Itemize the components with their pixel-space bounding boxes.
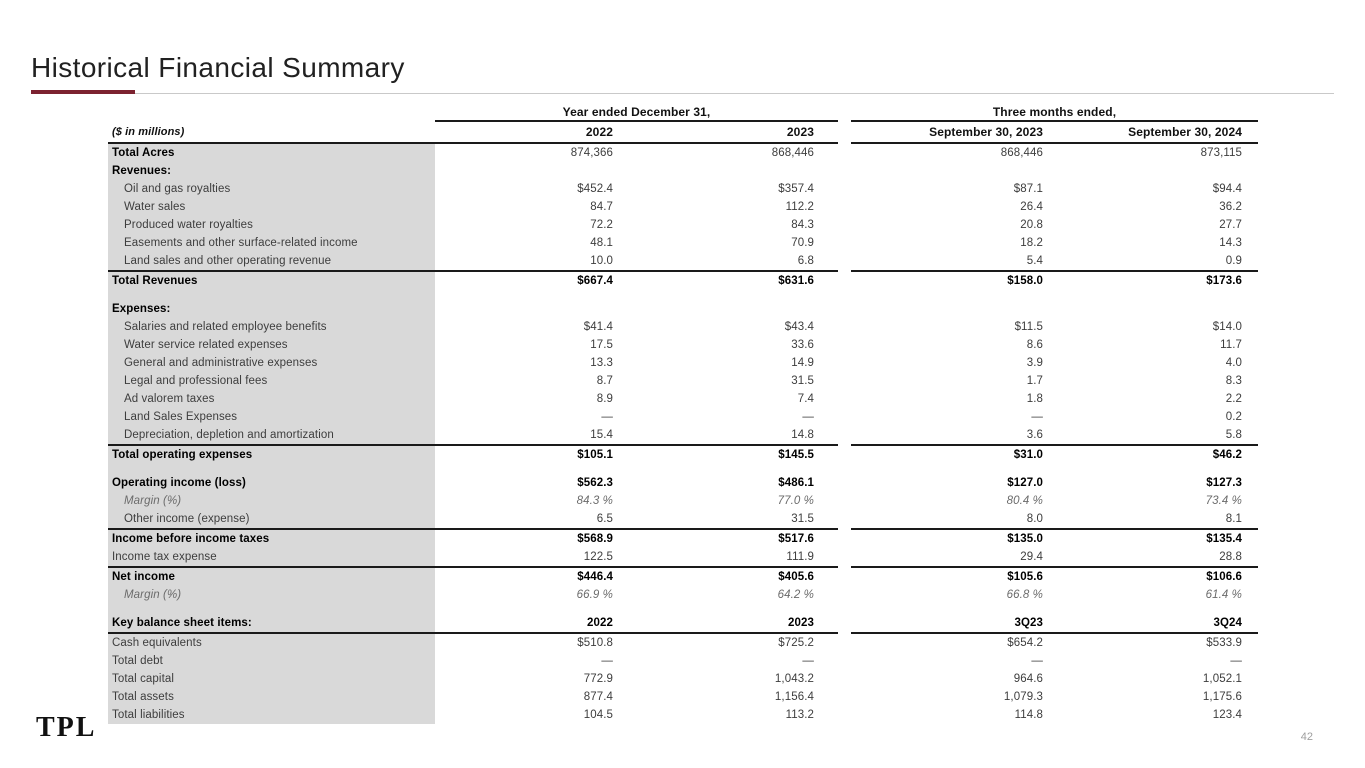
row-label: Water service related expenses bbox=[108, 336, 435, 354]
row-value-2023: 2023 bbox=[788, 617, 814, 629]
row-value-3q24: 873,115 bbox=[1200, 147, 1242, 159]
row-value-2022: 17.5 bbox=[590, 339, 613, 351]
row-value-3q23: $11.5 bbox=[1014, 321, 1043, 333]
row-value-3q24 bbox=[1055, 464, 1258, 474]
table-row bbox=[108, 492, 1258, 510]
table-row bbox=[108, 300, 1258, 318]
column-header-sep-30-2024: September 30, 2024 bbox=[1055, 122, 1258, 144]
row-value-2023: $43.4 bbox=[784, 321, 814, 333]
row-value-2022: $568.9 bbox=[435, 528, 625, 548]
row-value-2023: 77.0 % bbox=[777, 495, 814, 507]
row-value-3q24: 0.2 bbox=[1225, 411, 1242, 423]
row-value-3q24: $127.3 bbox=[1206, 477, 1242, 489]
row-label: Total Acres bbox=[108, 144, 435, 162]
table-row bbox=[108, 464, 1258, 474]
row-value-3q24: — bbox=[1230, 655, 1242, 667]
column-gap bbox=[838, 492, 851, 510]
column-gap bbox=[838, 390, 851, 408]
row-value-2022: 772.9 bbox=[583, 673, 613, 685]
row-value-2023: 1,043.2 bbox=[774, 673, 814, 685]
table-row bbox=[108, 444, 1258, 464]
column-gap bbox=[838, 290, 851, 300]
column-gap bbox=[838, 688, 851, 706]
column-group-year-ended: Year ended December 31, bbox=[435, 104, 838, 122]
table-row bbox=[108, 162, 1258, 180]
row-value-3q24 bbox=[1055, 300, 1258, 318]
table-row bbox=[108, 390, 1258, 408]
table-row bbox=[108, 614, 1258, 632]
row-value-2022: $41.4 bbox=[583, 321, 613, 333]
row-value-3q24: $46.2 bbox=[1055, 444, 1258, 464]
column-gap bbox=[838, 270, 851, 290]
row-value-3q24: 27.7 bbox=[1219, 219, 1242, 231]
column-gap bbox=[838, 604, 851, 614]
row-label bbox=[108, 464, 435, 474]
row-label: Total Revenues bbox=[108, 270, 435, 290]
title-divider bbox=[31, 90, 1334, 94]
row-value-2023: 112.2 bbox=[785, 201, 814, 213]
row-value-3q23: — bbox=[1031, 411, 1043, 423]
row-label: General and administrative expenses bbox=[108, 354, 435, 372]
row-label: Oil and gas royalties bbox=[108, 180, 435, 198]
row-value-2022: 84.3 % bbox=[576, 495, 613, 507]
row-value-3q24: 1,052.1 bbox=[1202, 673, 1242, 685]
column-header-2022: 2022 bbox=[435, 122, 625, 144]
column-gap bbox=[838, 234, 851, 252]
row-value-3q24: $135.4 bbox=[1055, 528, 1258, 548]
table-header-columns bbox=[108, 122, 1258, 144]
page-title: Historical Financial Summary bbox=[31, 52, 405, 83]
row-value-2022: 2022 bbox=[587, 617, 613, 629]
row-value-2023: $357.4 bbox=[778, 183, 814, 195]
row-value-2023: 14.8 bbox=[791, 429, 814, 441]
row-value-2022: 84.7 bbox=[590, 201, 613, 213]
row-value-2023: 7.4 bbox=[797, 393, 814, 405]
row-value-3q23 bbox=[851, 464, 1055, 474]
row-value-3q24: 1,175.6 bbox=[1202, 691, 1242, 703]
column-gap bbox=[838, 614, 851, 632]
row-value-3q23: — bbox=[1031, 655, 1043, 667]
title-accent-bar bbox=[31, 90, 135, 94]
row-value-3q24: 36.2 bbox=[1219, 201, 1242, 213]
column-gap bbox=[838, 566, 851, 586]
table-row bbox=[108, 528, 1258, 548]
row-value-2022: 104.5 bbox=[583, 709, 613, 721]
row-value-2022: 6.5 bbox=[596, 513, 613, 525]
column-gap bbox=[838, 354, 851, 372]
column-gap bbox=[838, 336, 851, 354]
row-label bbox=[108, 290, 435, 300]
row-value-2023: $725.2 bbox=[625, 632, 838, 652]
column-gap bbox=[838, 252, 851, 270]
column-gap bbox=[838, 162, 851, 180]
row-value-3q24: $533.9 bbox=[1055, 632, 1258, 652]
row-label: Total liabilities bbox=[108, 706, 435, 724]
column-gap bbox=[838, 652, 851, 670]
row-value-2022: $510.8 bbox=[435, 632, 625, 652]
column-gap bbox=[838, 548, 851, 566]
row-value-2023 bbox=[625, 162, 838, 180]
row-value-2022: 8.7 bbox=[596, 375, 613, 387]
row-value-3q24: 11.7 bbox=[1220, 339, 1242, 351]
row-value-2023: 84.3 bbox=[791, 219, 814, 231]
row-value-2022: — bbox=[601, 411, 613, 423]
column-header-2023: 2023 bbox=[625, 122, 838, 144]
table-row bbox=[108, 318, 1258, 336]
row-value-3q24 bbox=[1055, 290, 1258, 300]
table-row bbox=[108, 180, 1258, 198]
row-value-3q23: $105.6 bbox=[851, 566, 1055, 586]
row-value-3q24: 5.8 bbox=[1225, 429, 1242, 441]
column-gap bbox=[838, 122, 851, 144]
row-value-2022: $562.3 bbox=[577, 477, 613, 489]
row-value-3q24: 8.1 bbox=[1225, 513, 1242, 525]
column-gap bbox=[838, 670, 851, 688]
row-value-3q24: 73.4 % bbox=[1205, 495, 1242, 507]
financial-table bbox=[108, 104, 1258, 724]
column-group-three-months: Three months ended, bbox=[851, 104, 1258, 122]
row-value-2023 bbox=[625, 604, 838, 614]
column-gap bbox=[838, 586, 851, 604]
row-label: Revenues: bbox=[108, 162, 435, 180]
row-value-3q24: $14.0 bbox=[1212, 321, 1242, 333]
column-gap bbox=[838, 528, 851, 548]
header-label-spacer bbox=[108, 104, 435, 122]
row-value-3q24: $106.6 bbox=[1055, 566, 1258, 586]
table-row bbox=[108, 632, 1258, 652]
row-value-2022: $452.4 bbox=[577, 183, 613, 195]
table-row bbox=[108, 586, 1258, 604]
row-value-2023: 31.5 bbox=[791, 375, 814, 387]
table-row bbox=[108, 336, 1258, 354]
row-label: Ad valorem taxes bbox=[108, 390, 435, 408]
row-label: Income tax expense bbox=[108, 548, 435, 566]
row-value-2023: $405.6 bbox=[625, 566, 838, 586]
row-value-3q24: 4.0 bbox=[1225, 357, 1242, 369]
table-row bbox=[108, 144, 1258, 162]
table-row bbox=[108, 270, 1258, 290]
row-value-3q24: $94.4 bbox=[1212, 183, 1242, 195]
row-value-3q24 bbox=[1055, 162, 1258, 180]
table-row bbox=[108, 566, 1258, 586]
table-row bbox=[108, 670, 1258, 688]
table-row bbox=[108, 652, 1258, 670]
row-label bbox=[108, 604, 435, 614]
row-value-3q23 bbox=[851, 290, 1055, 300]
row-value-3q24 bbox=[1055, 604, 1258, 614]
row-value-3q23 bbox=[851, 300, 1055, 318]
row-value-2023: 33.6 bbox=[791, 339, 814, 351]
row-value-3q23: $127.0 bbox=[1007, 477, 1043, 489]
row-label: Depreciation, depletion and amortization bbox=[108, 426, 435, 444]
table-row bbox=[108, 548, 1258, 566]
page-number: 42 bbox=[1300, 731, 1313, 743]
row-value-2022: 8.9 bbox=[596, 393, 613, 405]
row-value-2023: — bbox=[802, 655, 814, 667]
row-label: Operating income (loss) bbox=[108, 474, 435, 492]
column-gap bbox=[838, 144, 851, 162]
row-value-3q23: 8.0 bbox=[1026, 513, 1043, 525]
table-row bbox=[108, 252, 1258, 270]
column-gap bbox=[838, 104, 851, 122]
column-gap bbox=[838, 464, 851, 474]
row-label: Cash equivalents bbox=[108, 632, 435, 652]
row-value-3q23: 80.4 % bbox=[1006, 495, 1043, 507]
row-value-2022: 13.3 bbox=[590, 357, 613, 369]
row-label: Expenses: bbox=[108, 300, 435, 318]
row-value-2022: 877.4 bbox=[583, 691, 613, 703]
row-value-2023: 1,156.4 bbox=[774, 691, 814, 703]
row-label: Total assets bbox=[108, 688, 435, 706]
row-label: Salaries and related employee benefits bbox=[108, 318, 435, 336]
company-logo: TPL bbox=[36, 712, 97, 743]
row-label: Total capital bbox=[108, 670, 435, 688]
row-value-2022 bbox=[435, 464, 625, 474]
table-body bbox=[108, 144, 1258, 724]
row-label: Income before income taxes bbox=[108, 528, 435, 548]
row-value-2023: 113.2 bbox=[785, 709, 814, 721]
row-value-2023: 111.9 bbox=[786, 551, 814, 563]
row-value-3q23: 18.2 bbox=[1020, 237, 1043, 249]
row-value-3q23: 114.8 bbox=[1014, 709, 1043, 721]
column-gap bbox=[838, 372, 851, 390]
table-row bbox=[108, 372, 1258, 390]
column-gap bbox=[838, 706, 851, 724]
row-value-2022: 122.5 bbox=[583, 551, 613, 563]
row-label: Water sales bbox=[108, 198, 435, 216]
column-gap bbox=[838, 510, 851, 528]
row-value-3q24: 8.3 bbox=[1225, 375, 1242, 387]
row-value-3q23: 1.7 bbox=[1026, 375, 1043, 387]
row-value-2023 bbox=[625, 464, 838, 474]
table-row bbox=[108, 234, 1258, 252]
units-label: ($ in millions) bbox=[108, 122, 435, 144]
row-value-2022: — bbox=[601, 655, 613, 667]
row-value-3q23: $654.2 bbox=[851, 632, 1055, 652]
column-gap bbox=[838, 408, 851, 426]
row-value-2022: 48.1 bbox=[590, 237, 613, 249]
row-value-3q24: 28.8 bbox=[1219, 551, 1242, 563]
row-label: Margin (%) bbox=[108, 586, 435, 604]
row-value-3q23: $87.1 bbox=[1013, 183, 1043, 195]
table-row bbox=[108, 198, 1258, 216]
column-header-sep-30-2023: September 30, 2023 bbox=[851, 122, 1055, 144]
row-value-2022: 66.9 % bbox=[576, 589, 613, 601]
row-value-2023: $486.1 bbox=[778, 477, 814, 489]
row-label: Total debt bbox=[108, 652, 435, 670]
row-label: Produced water royalties bbox=[108, 216, 435, 234]
row-value-3q24: 3Q24 bbox=[1213, 617, 1242, 629]
row-value-3q23 bbox=[851, 162, 1055, 180]
table-row bbox=[108, 216, 1258, 234]
row-value-3q23: $31.0 bbox=[851, 444, 1055, 464]
table-row bbox=[108, 474, 1258, 492]
row-value-3q23: 1,079.3 bbox=[1003, 691, 1043, 703]
row-value-2022: 10.0 bbox=[590, 255, 613, 267]
row-value-2023: $631.6 bbox=[625, 270, 838, 290]
row-label: Land sales and other operating revenue bbox=[108, 252, 435, 270]
column-gap bbox=[838, 198, 851, 216]
table-row bbox=[108, 688, 1258, 706]
row-value-3q24: 123.4 bbox=[1212, 709, 1242, 721]
row-label: Legal and professional fees bbox=[108, 372, 435, 390]
row-value-2022 bbox=[435, 604, 625, 614]
row-value-3q24: 2.2 bbox=[1225, 393, 1242, 405]
row-value-2023 bbox=[625, 290, 838, 300]
row-label: Other income (expense) bbox=[108, 510, 435, 528]
row-value-3q23: 5.4 bbox=[1026, 255, 1043, 267]
row-value-2022: 15.4 bbox=[590, 429, 613, 441]
table-row bbox=[108, 706, 1258, 724]
column-gap bbox=[838, 216, 851, 234]
row-value-2023: — bbox=[802, 411, 814, 423]
row-value-3q24: 0.9 bbox=[1225, 255, 1242, 267]
table-row bbox=[108, 354, 1258, 372]
table-row bbox=[108, 510, 1258, 528]
row-value-2023: 6.8 bbox=[797, 255, 814, 267]
row-value-2022 bbox=[435, 300, 625, 318]
row-value-2022 bbox=[435, 162, 625, 180]
row-value-2023: $145.5 bbox=[625, 444, 838, 464]
row-value-3q24: 61.4 % bbox=[1205, 589, 1242, 601]
row-value-2022: $446.4 bbox=[435, 566, 625, 586]
column-gap bbox=[838, 426, 851, 444]
column-gap bbox=[838, 180, 851, 198]
row-value-2022: 874,366 bbox=[570, 147, 613, 159]
row-value-3q23: 1.8 bbox=[1026, 393, 1043, 405]
column-gap bbox=[838, 474, 851, 492]
row-label: Net income bbox=[108, 566, 435, 586]
row-label: Total operating expenses bbox=[108, 444, 435, 464]
row-value-3q23: 26.4 bbox=[1020, 201, 1043, 213]
row-value-2023: $517.6 bbox=[625, 528, 838, 548]
table-row bbox=[108, 604, 1258, 614]
row-value-2023: 31.5 bbox=[791, 513, 814, 525]
row-value-2022: 72.2 bbox=[590, 219, 613, 231]
column-gap bbox=[838, 318, 851, 336]
row-label: Easements and other surface-related income bbox=[108, 234, 435, 252]
row-label: Key balance sheet items: bbox=[108, 614, 435, 632]
row-value-3q23: 20.8 bbox=[1020, 219, 1043, 231]
row-value-2023: 14.9 bbox=[791, 357, 814, 369]
row-value-3q23: 3.6 bbox=[1026, 429, 1043, 441]
row-value-3q23: 964.6 bbox=[1013, 673, 1043, 685]
row-value-2022: $667.4 bbox=[435, 270, 625, 290]
row-label: Land Sales Expenses bbox=[108, 408, 435, 426]
row-value-2023 bbox=[625, 300, 838, 318]
table-row bbox=[108, 290, 1258, 300]
column-gap bbox=[838, 444, 851, 464]
row-value-3q24: $173.6 bbox=[1055, 270, 1258, 290]
row-value-2023: 868,446 bbox=[771, 147, 814, 159]
column-gap bbox=[838, 632, 851, 652]
table-row bbox=[108, 426, 1258, 444]
row-value-3q23: $158.0 bbox=[851, 270, 1055, 290]
table-row bbox=[108, 408, 1258, 426]
row-label: Margin (%) bbox=[108, 492, 435, 510]
row-value-3q23: 8.6 bbox=[1026, 339, 1043, 351]
row-value-3q23 bbox=[851, 604, 1055, 614]
row-value-3q23: 868,446 bbox=[1000, 147, 1043, 159]
column-gap bbox=[838, 300, 851, 318]
row-value-2023: 70.9 bbox=[791, 237, 814, 249]
row-value-3q23: 3.9 bbox=[1026, 357, 1043, 369]
row-value-3q23: 29.4 bbox=[1020, 551, 1043, 563]
row-value-2022: $105.1 bbox=[435, 444, 625, 464]
row-value-2023: 64.2 % bbox=[777, 589, 814, 601]
row-value-3q23: $135.0 bbox=[851, 528, 1055, 548]
row-value-3q23: 66.8 % bbox=[1006, 589, 1043, 601]
table-header-groups bbox=[108, 104, 1258, 122]
row-value-3q23: 3Q23 bbox=[1014, 617, 1043, 629]
row-value-2022 bbox=[435, 290, 625, 300]
row-value-3q24: 14.3 bbox=[1219, 237, 1242, 249]
